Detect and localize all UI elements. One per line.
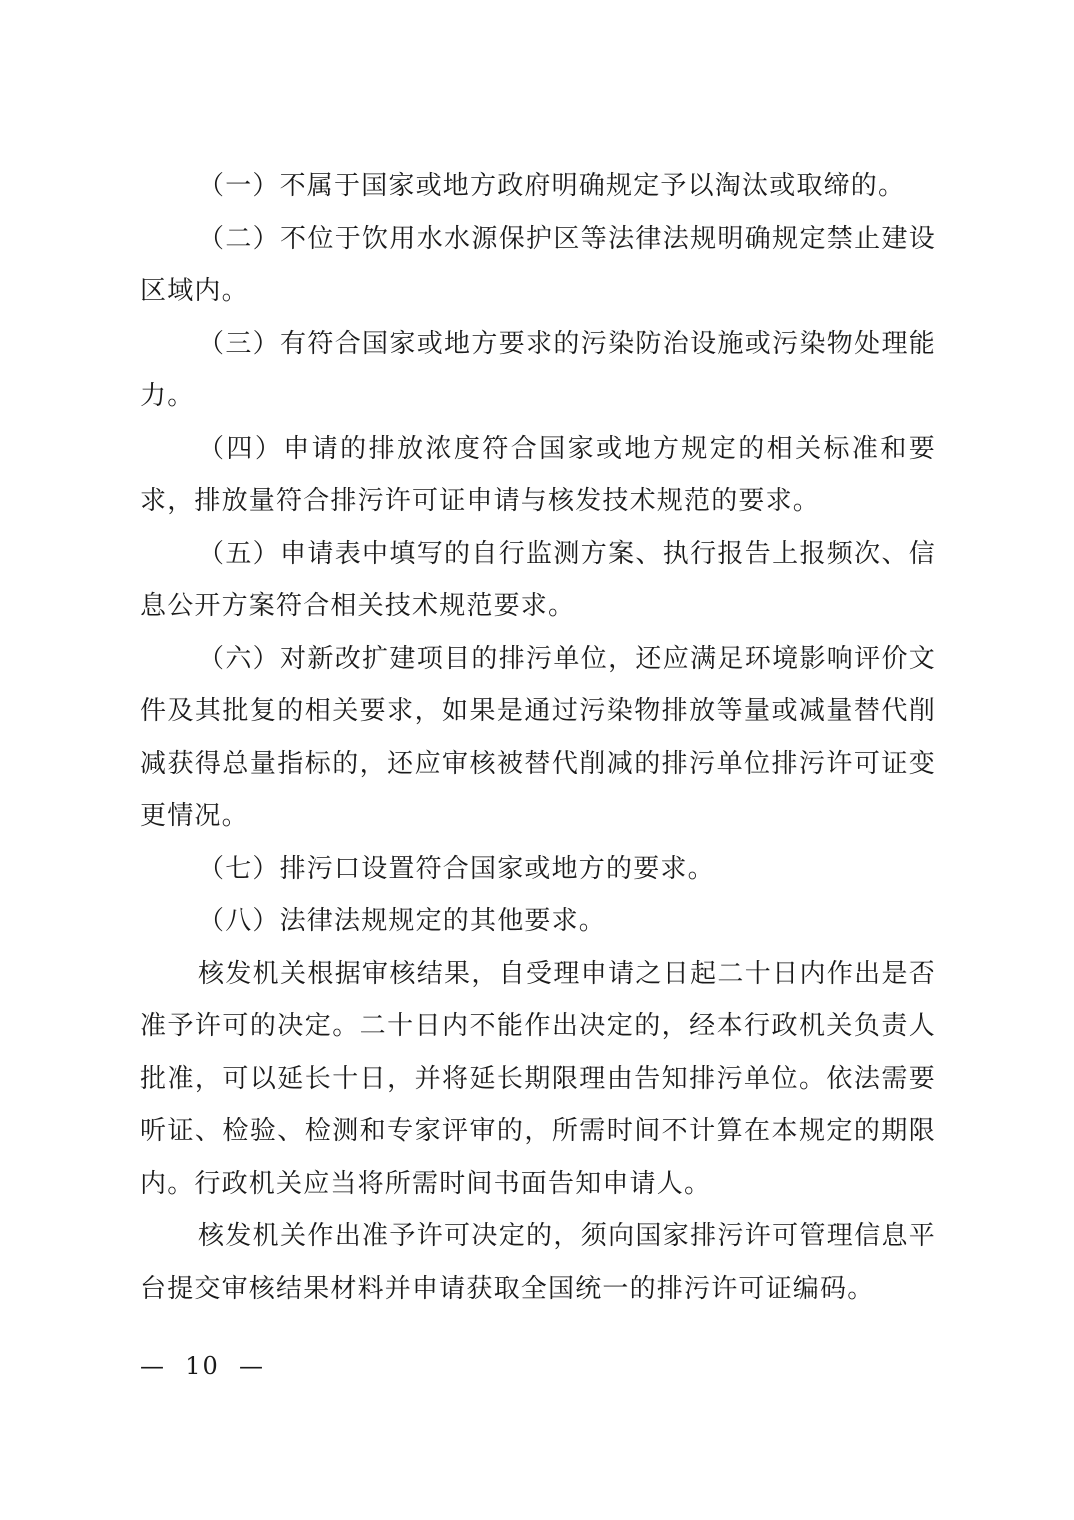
paragraph-item-6: （六）对新改扩建项目的排污单位，还应满足环境影响评价文件及其批复的相关要求，如果是通过污染物排放等量或减量替代削减获得总量指标的，还应审核被替代削减的排污单位排污许可证变更情况。 (140, 643, 936, 831)
paragraph-item-3: （三）有符合国家或地方要求的污染防治设施或污染物处理能力。 (140, 328, 936, 411)
paragraph-item-4: （四）申请的排放浓度符合国家或地方规定的相关标准和要求，排放量符合排污许可证申请与核发技术规范的要求。 (140, 433, 936, 516)
paragraph-approval-timeline: 核发机关根据审核结果，自受理申请之日起二十日内作出是否准予许可的决定。二十日内不能作出决定的，经本行政机关负责人批准，可以延长十日，并将延长期限理由告知排污单位。依法需要听证、检验、检测和专家评审的，所需时间不计算在本规定的期限内。行政机关应当将所需时间书面告知申请人。 (140, 958, 936, 1199)
paragraph-permit-code: 核发机关作出准予许可决定的，须向国家排污许可管理信息平台提交审核结果材料并申请获取全国统一的排污许可证编码。 (140, 1221, 936, 1304)
paragraph-item-8: （八）法律法规规定的其他要求。 (198, 906, 607, 936)
paragraph-item-1: （一）不属于国家或地方政府明确规定予以淘汰或取缔的。 (198, 171, 906, 201)
paragraph-item-5: （五）申请表中填写的自行监测方案、执行报告上报频次、信息公开方案符合相关技术规范要求。 (140, 538, 936, 621)
document-body (140, 160, 936, 1315)
paragraph-item-2: （二）不位于饮用水水源保护区等法律法规明确规定禁止建设区域内。 (140, 223, 936, 306)
paragraph-item-7: （七）排污口设置符合国家或地方的要求。 (198, 853, 715, 884)
page-number: — 10 — (140, 1352, 266, 1380)
